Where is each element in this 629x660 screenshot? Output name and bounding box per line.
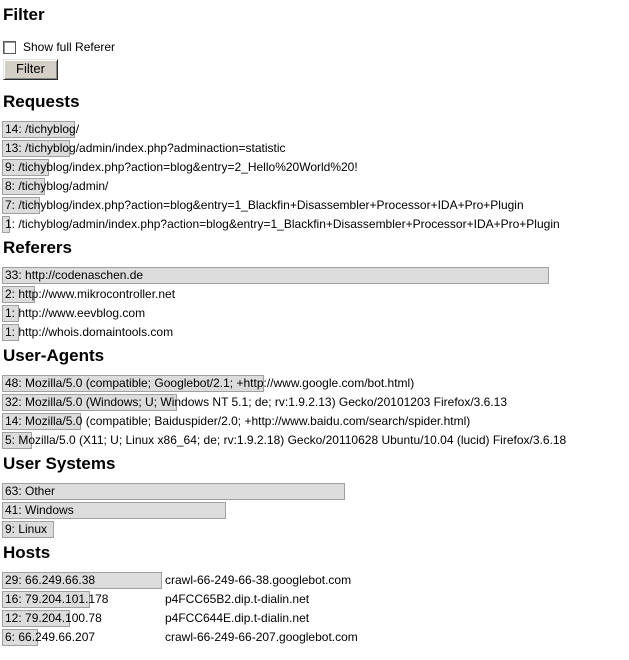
stat-label: 48: Mozilla/5.0 (compatible; Googlebot/2.1; +http://www.google.com/bot.html): [5, 376, 415, 390]
filter-button[interactable]: Filter: [3, 59, 58, 80]
stat-label: 1: /tichyblog/admin/index.php?action=blog&entry=1_Blackfin+Disassembler+Processor+IDA+Pro+Plugin: [5, 217, 560, 231]
section-rows: [2, 121, 629, 233]
stat-row: [2, 305, 629, 322]
stat-label: 41: Windows: [5, 503, 74, 517]
stat-section: [2, 454, 629, 538]
section-rows: [2, 483, 629, 538]
stat-row: [2, 521, 629, 538]
stat-row: [2, 413, 629, 430]
statistics-sections: [2, 92, 629, 646]
stat-label: 29: 66.249.66.38: [5, 573, 96, 587]
stat-row: [2, 629, 629, 646]
stat-row: [2, 216, 629, 233]
stat-label: 14: /tichyblog/: [5, 122, 80, 136]
stat-label: 13: /tichyblog/admin/index.php?adminaction=statistic: [5, 141, 286, 155]
stat-row: [2, 432, 629, 449]
stat-hostname: p4FCC644E.dip.t-dialin.net: [165, 611, 310, 625]
section-rows: [2, 572, 629, 646]
section-heading-user-systems: User Systems: [3, 454, 116, 473]
stat-label: 1: http://www.eevblog.com: [5, 306, 146, 320]
statistics-page: [0, 5, 629, 646]
stat-label: 8: /tichyblog/admin/: [5, 179, 109, 193]
stat-hostname: p4FCC65B2.dip.t-dialin.net: [165, 592, 310, 606]
stat-row: [2, 121, 629, 138]
stat-label: 1: http://whois.domaintools.com: [5, 325, 174, 339]
stat-label: 5: Mozilla/5.0 (X11; U; Linux x86_64; de; rv:1.9.2.18) Gecko/20110628 Ubuntu/10.04 (lucid) Firefox/3.6.18: [5, 433, 567, 447]
stat-row: [2, 159, 629, 176]
stat-row: [2, 591, 629, 608]
stat-row: [2, 197, 629, 214]
stat-label: 14: Mozilla/5.0 (compatible; Baiduspider/2.0; +http://www.baidu.com/search/spider.html): [5, 414, 471, 428]
section-rows: [2, 375, 629, 449]
stat-label: 63: Other: [5, 484, 56, 498]
filter-heading: Filter: [3, 5, 45, 24]
show-full-referer-label[interactable]: Show full Referer: [23, 40, 116, 54]
stat-label: 6: 66.249.66.207: [5, 630, 96, 644]
stat-row: [2, 324, 629, 341]
show-full-referer-checkbox[interactable]: [3, 41, 16, 54]
stat-row: [2, 140, 629, 157]
stat-label: 9: Linux: [5, 522, 48, 536]
section-heading-user-agents: User-Agents: [3, 346, 105, 365]
stat-label: 16: 79.204.101.178: [5, 592, 109, 606]
stat-label: 33: http://codenaschen.de: [5, 268, 144, 282]
stat-hostname: crawl-66-249-66-207.googlebot.com: [165, 630, 358, 644]
stat-row: [2, 572, 629, 589]
stat-section: [2, 238, 629, 341]
stat-row: [2, 286, 629, 303]
stat-label: 12: 79.204.100.78: [5, 611, 102, 625]
stat-label: 9: /tichyblog/index.php?action=blog&entry=2_Hello%20World%20!: [5, 160, 358, 174]
section-heading-hosts: Hosts: [3, 543, 51, 562]
stat-row: [2, 394, 629, 411]
stat-section: [2, 543, 629, 646]
stat-hostname: crawl-66-249-66-38.googlebot.com: [165, 573, 352, 587]
section-rows: [2, 267, 629, 341]
stat-section: [2, 92, 629, 233]
stat-row: [2, 610, 629, 627]
stat-label: 7: /tichyblog/index.php?action=blog&entry=1_Blackfin+Disassembler+Processor+IDA+Pro+Plugin: [5, 198, 524, 212]
stat-label: 32: Mozilla/5.0 (Windows; U; Windows NT 5.1; de; rv:1.9.2.13) Gecko/20101203 Firefox/3.6.13: [5, 395, 508, 409]
stat-row: [2, 375, 629, 392]
stat-row: [2, 178, 629, 195]
stat-row: [2, 502, 629, 519]
stat-section: [2, 346, 629, 449]
stat-label: 2: http://www.mikrocontroller.net: [5, 287, 176, 301]
show-full-referer-row: [3, 40, 629, 55]
section-heading-requests: Requests: [3, 92, 80, 111]
stat-row: [2, 267, 629, 284]
stat-row: [2, 483, 629, 500]
section-heading-referers: Referers: [3, 238, 72, 257]
